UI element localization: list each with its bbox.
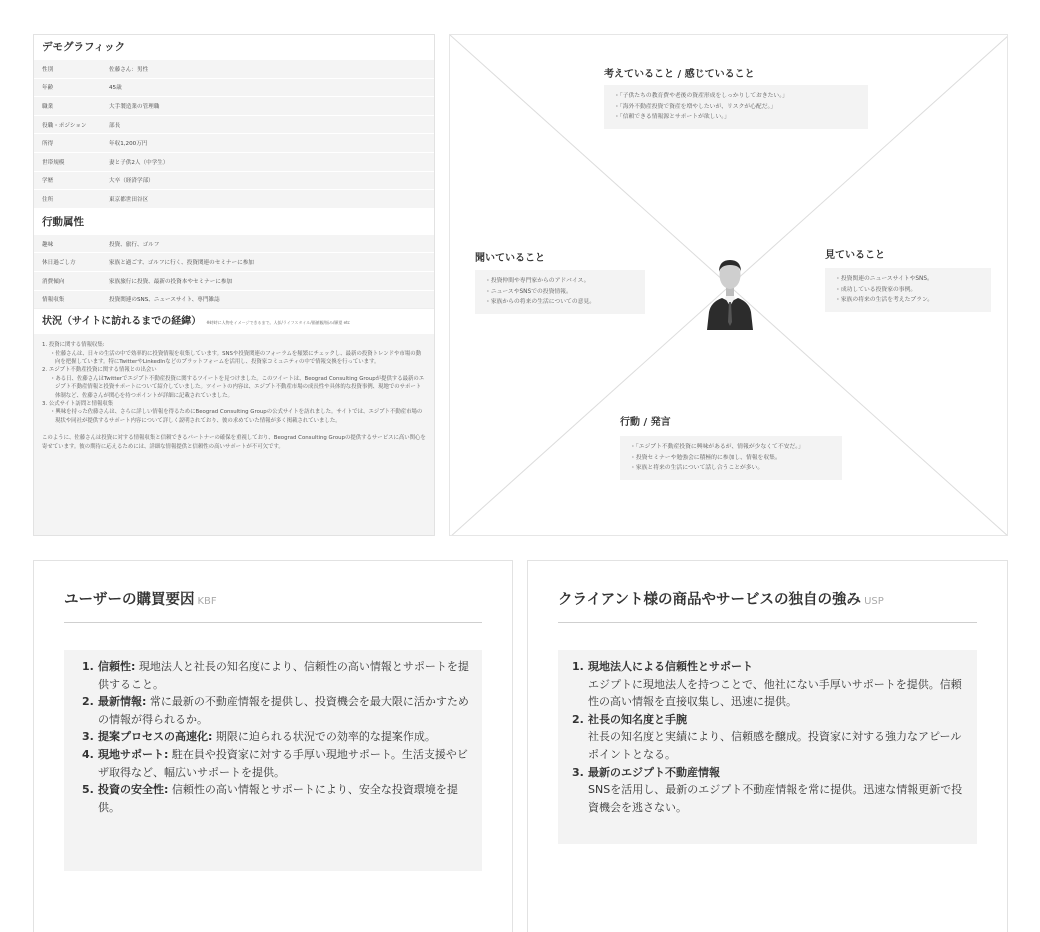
do-item: ・家族と将来の生活について話し合うことが多い。 xyxy=(630,465,764,471)
demographic-row-value: 妻と子供2人（中学生） xyxy=(109,159,169,166)
demographic-row-key: 学歴 xyxy=(42,178,54,185)
kbf-item-text xyxy=(98,728,436,746)
demographic-row-value: 大卒（経済学部） xyxy=(109,178,154,185)
think-title: 考えていること / 感じていること xyxy=(604,69,755,80)
usp-item-head: 社長の知名度と手腕 xyxy=(588,712,687,726)
kbf-item-text xyxy=(98,746,470,781)
hear-title: 聞いていること xyxy=(475,253,545,264)
kbf-item-desc: 信頼性の高い情報とサポートにより、安全な投資環境を提供。 xyxy=(98,783,458,814)
status-conclusion: このように、佐藤さんは投資に対する情報収集と信頼できるパートナーの確保を重視しており、Beograd Consulting Groupの提供するサービスに高い関心を寄せています。彼の期待に応えるためには、詳細な情報提供と信頼性の高いサポートが不可欠です。 xyxy=(42,435,426,450)
status-title-text: 状況（サイトに訪れるまでの経緯） xyxy=(42,316,202,328)
kbf-title-text: ユーザーの購買要因 xyxy=(64,592,195,608)
kbf-item-text xyxy=(98,781,470,816)
behavior-row xyxy=(34,290,434,309)
usp-item-number: 3. xyxy=(572,765,584,779)
demographic-row xyxy=(34,171,434,190)
usp-item-desc: SNSを活用し、最新のエジプト不動産情報を常に提供。迅速な情報更新で投資機会を逃さない。 xyxy=(588,783,963,814)
demographic-row-key: 住所 xyxy=(42,196,54,203)
see-box xyxy=(825,268,991,312)
behavior-row xyxy=(34,234,434,253)
status-detail: ・ある日、佐藤さんはTwitterでエジプト不動産投資に関するツイートを見つけました。このツイートは、Beograd Consulting Groupが提供する最新のエジプト不動産情報と投資サポートについて紹介していました。ツイートの内容は、エジプト不動産市場の成長性や具体的な投資事例、現地でのサポート体制など、佐藤さんが関心を持つポイントが詳細に記載されていました。 xyxy=(50,375,425,399)
kbf-item-desc: 期限に迫られる状況での効率的な提案作成。 xyxy=(212,730,436,744)
demographic-row-value: 佐藤さん：男性 xyxy=(109,66,149,73)
usp-item-desc: 社長の知名度と実績により、信頼感を醸成。投資家に対する強力なアピールポイントとなる。 xyxy=(588,730,962,761)
demographic-row xyxy=(34,189,434,208)
kbf-item-desc: 駐在員や投資家に対する手厚い現地サポート。生活支援やビザ取得など、幅広いサポートを提供。 xyxy=(98,747,468,779)
status-detail: ・興味を持った佐藤さんは、さらに詳しい情報を得るためにBeograd Consulting Groupの公式サイトを訪れました。サイトでは、エジプト不動産市場の現状や同社が提供するサポート内容について詳しく説明されており、彼の求めていた情報が多く掲載されていました。 xyxy=(50,409,423,424)
kbf-divider xyxy=(64,622,482,623)
kbf-item-text xyxy=(98,693,470,728)
kbf-abbr: KBF xyxy=(197,596,217,607)
demographic-row xyxy=(34,78,434,97)
demographic-row-value: 部長 xyxy=(109,122,121,129)
demographic-row-value: 45歳 xyxy=(109,85,122,92)
demographic-row xyxy=(34,133,434,152)
kbf-card xyxy=(33,560,513,932)
usp-item-number: 1. xyxy=(572,660,584,673)
see-item: ・投資関連のニュースサイトやSNS。 xyxy=(835,276,933,282)
demographic-row xyxy=(34,59,434,78)
usp-item-text xyxy=(588,711,965,764)
usp-item-text xyxy=(588,658,965,711)
demographic-row-value: 大手製造業の管理職 xyxy=(109,103,160,110)
usp-item xyxy=(572,764,965,817)
kbf-item-text xyxy=(98,658,470,693)
do-title: 行動 / 発言 xyxy=(620,417,671,428)
kbf-title xyxy=(64,588,217,609)
kbf-item xyxy=(82,658,470,693)
do-box xyxy=(620,436,842,480)
usp-item xyxy=(572,658,965,711)
demographic-row-key: 性別 xyxy=(42,66,54,73)
demographic-row-value: 年収1,200万円 xyxy=(109,141,148,148)
do-item: ・投資セミナーや勉強会に積極的に参加し、情報を収集。 xyxy=(630,454,781,461)
usp-divider xyxy=(558,622,977,623)
see-title: 見ていること xyxy=(825,250,885,261)
do-item: ・「エジプト不動産投資に興味があるが、情報が少なくて不安だ。」 xyxy=(630,444,804,450)
kbf-item xyxy=(82,693,470,728)
kbf-item-head: 投資の安全性: xyxy=(98,783,169,797)
demographic-table xyxy=(34,59,434,208)
demographic-row-key: 職業 xyxy=(42,103,54,110)
think-item: ・「信頼できる情報源とサポートが欲しい。」 xyxy=(614,114,730,120)
usp-item-head: 最新のエジプト不動産情報 xyxy=(588,765,720,779)
demographic-row-key: 所得 xyxy=(42,141,54,148)
behavior-row xyxy=(34,271,434,290)
kbf-item-head: 信頼性: xyxy=(98,660,136,673)
see-item: ・家族の将来の生活を考えたプラン。 xyxy=(835,297,934,303)
hear-item: ・家族からの将来の生活についての意見。 xyxy=(485,299,596,305)
think-box xyxy=(604,85,868,129)
demographic-row xyxy=(34,96,434,115)
behavior-row-value: 投資、旅行、ゴルフ xyxy=(109,241,160,248)
usp-title xyxy=(558,588,884,609)
behavior-row-value: 家族と過ごす、ゴルフに行く、投資関連のセミナーに参加 xyxy=(109,260,254,267)
hear-item: ・投資仲間や専門家からのアドバイス。 xyxy=(485,278,590,284)
status-detail: ・佐藤さんは、日々の生活の中で効率的に投資情報を収集しています。SNSや投資関連のフォーラムを頻繁にチェックし、最新の投資トレンドや市場の動向を把握しています。特にTwitterやLinkedInなどのプラットフォームを活用し、投資家コミュニティの中で情報交換を行っています。 xyxy=(50,350,421,365)
demographic-row-key: 役職・ポジション xyxy=(42,122,87,129)
status-body xyxy=(34,334,434,536)
think-item: ・「子供たちの教育費や老後の資産形成をしっかりしておきたい。」 xyxy=(614,93,788,99)
kbf-item xyxy=(82,781,470,816)
status-step: 2. エジプト不動産投資に関する情報との出会い xyxy=(42,367,157,374)
empathy-map xyxy=(449,34,1008,536)
demographic-title: デモグラフィック xyxy=(34,35,434,59)
demographic-row-value: 東京都世田谷区 xyxy=(109,196,149,203)
usp-item-text xyxy=(588,764,965,817)
status-note: ※時時に人物をイメージできるまで。人拡/ライフスタイル/価値観/悩み/願望 etc xyxy=(206,320,350,326)
kbf-item xyxy=(82,728,470,746)
behavior-row-value: 家族旅行に投資、最新の投資本やセミナーに参加 xyxy=(109,278,233,285)
behavior-row-key: 休日過ごし方 xyxy=(42,260,76,267)
kbf-item-head: 提案プロセスの高速化: xyxy=(98,730,213,744)
see-item: ・成功している投資家の事例。 xyxy=(835,286,917,293)
usp-item xyxy=(572,711,965,764)
persona-panel xyxy=(33,34,435,536)
demographic-row xyxy=(34,152,434,171)
status-title xyxy=(34,308,434,334)
status-step: 3. 公式サイト訪問と情報収集 xyxy=(42,400,114,407)
kbf-item xyxy=(82,746,470,781)
usp-title-text: クライアント様の商品やサービスの独自の強み xyxy=(558,592,862,608)
status-step: 1. 投資に関する情報収集: xyxy=(42,342,105,349)
kbf-item-head: 現地サポート: xyxy=(98,747,169,761)
behavior-row-key: 趣味 xyxy=(42,241,54,248)
behavior-row-value: 投資関連のSNS、ニュースサイト、専門雑誌 xyxy=(109,297,220,304)
usp-item-head: 現地法人による信頼性とサポート xyxy=(588,660,753,673)
behavior-title: 行動属性 xyxy=(34,208,434,234)
behavior-row xyxy=(34,252,434,271)
kbf-item-desc: 現地法人と社長の知名度により、信頼性の高い情報とサポートを提供すること。 xyxy=(98,660,469,691)
persona-avatar-icon xyxy=(705,250,755,330)
think-item: ・「海外不動産投資で資産を増やしたいが、リスクが心配だ。」 xyxy=(614,103,777,110)
usp-card xyxy=(527,560,1008,932)
kbf-item-number: 4. xyxy=(82,747,94,761)
kbf-item-number: 2. xyxy=(82,695,94,709)
kbf-item-number: 3. xyxy=(82,730,94,744)
kbf-item-desc: 常に最新の不動産情報を提供し、投資機会を最大限に活かすための情報が得られるか。 xyxy=(98,695,469,726)
kbf-item-head: 最新情報: xyxy=(98,695,147,709)
usp-list xyxy=(558,650,977,844)
behavior-table xyxy=(34,234,434,308)
behavior-row-key: 消費傾向 xyxy=(42,278,65,285)
demographic-row-key: 年齢 xyxy=(42,85,54,92)
usp-abbr: USP xyxy=(864,596,884,607)
demographic-row-key: 世帯規模 xyxy=(42,159,65,166)
usp-item-number: 2. xyxy=(572,712,584,726)
status-list xyxy=(42,341,426,425)
kbf-list xyxy=(64,650,482,871)
hear-box xyxy=(475,270,645,314)
kbf-item-number: 1. xyxy=(82,660,94,673)
demographic-row xyxy=(34,115,434,134)
hear-item: ・ニュースやSNSでの投資情報。 xyxy=(485,288,572,295)
behavior-row-key: 情報収集 xyxy=(42,297,65,304)
usp-item-desc: エジプトに現地法人を持つことで、他社にない手厚いサポートを提供。信頼性の高い情報を直接収集し、迅速に提供。 xyxy=(588,677,962,709)
kbf-item-number: 5. xyxy=(82,783,94,797)
